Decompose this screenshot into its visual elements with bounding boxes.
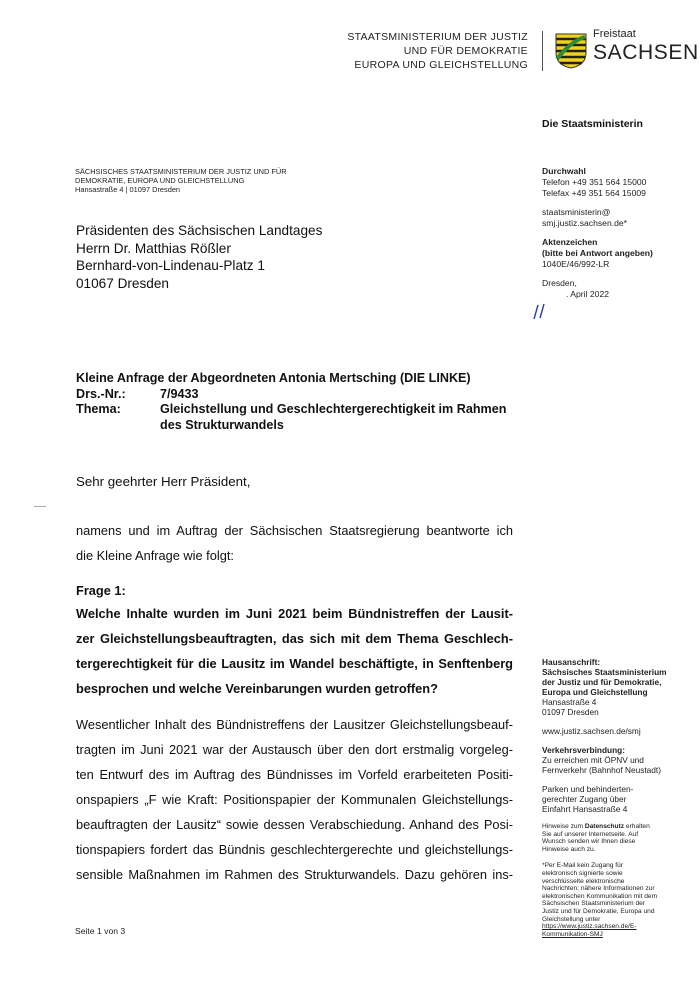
- email-address-domain[interactable]: smj.justiz.sachsen.de*: [542, 218, 628, 228]
- email-note-line: Nachrichten; nähere Informationen zur: [542, 885, 655, 893]
- sender-line: DEMOKRATIE, EUROPA UND GLEICHSTELLUNG: [75, 176, 245, 185]
- sender-line: Hansastraße 4 | 01097 Dresden: [75, 185, 181, 194]
- ministry-line: EUROPA UND GLEICHSTELLUNG: [354, 59, 528, 71]
- text-line: die Kleine Anfrage wie folgt:: [76, 548, 234, 563]
- text-line: onspapiers „F wie Kraft: Positionspapier der Kommunalen Gleichstellungs-: [76, 792, 513, 807]
- state-label-large: SACHSEN: [593, 41, 699, 64]
- topic-label: Thema:: [76, 402, 121, 416]
- privacy-note: [542, 823, 692, 853]
- drs-number: 7/9433: [160, 386, 199, 401]
- privacy-text: erhalten: [624, 823, 650, 830]
- e-communication-link[interactable]: Kommunikation-SMJ: [542, 930, 603, 938]
- email-note-line: *Per E-Mail kein Zugang für: [542, 862, 623, 870]
- e-communication-link[interactable]: https://www.justiz.sachsen.de/E-: [542, 923, 637, 931]
- email-note-line: Justiz und für Demokratie, Europa und: [542, 907, 655, 915]
- fold-mark: [34, 506, 46, 507]
- email-address[interactable]: staatsministerin@: [542, 207, 611, 217]
- transport-label: Verkehrsverbindung:: [542, 745, 625, 755]
- durchwahl-label: Durchwahl: [542, 166, 586, 176]
- text-line: tragten im Juni 2021 war der Austausch über den dort erstmalig vorgeleg-: [76, 742, 513, 757]
- text-line: tergerechtigkeit für die Lausitz im Wandel beschäftigte, in Senftenberg: [76, 656, 513, 671]
- privacy-line: Hinweise auch zu.: [542, 845, 596, 853]
- text-line: beauftragten der Lausitz“ sowie dessen Verabschiedung. Anhand des Posi-: [76, 817, 513, 832]
- privacy-line: Sie auf unserer Internetseite. Auf: [542, 830, 639, 838]
- address-street: Hansastraße 4: [542, 697, 597, 707]
- letter-date: . April 2022: [566, 289, 609, 299]
- file-number-hint: (bitte bei Antwort angeben): [542, 248, 653, 258]
- file-number-label: Aktenzeichen: [542, 237, 598, 247]
- email-note: [542, 862, 692, 938]
- website-link[interactable]: www.justiz.sachsen.de/smj: [542, 726, 641, 736]
- answer-paragraph: [76, 712, 513, 887]
- topic-line: des Strukturwandels: [160, 417, 284, 432]
- sender-line: SÄCHSISCHES STAATSMINISTERIUM DER JUSTIZ UND FÜR: [75, 167, 287, 176]
- parking-line: Einfahrt Hansastraße 4: [542, 804, 628, 814]
- email-note-line: elektronischen Kommunikation mit dem: [542, 892, 658, 900]
- email-note-line: Sächsischen Staatsministerium der: [542, 900, 645, 908]
- text-line: Welche Inhalte wurden im Juni 2021 beim Bündnistreffen der Lausit-: [76, 606, 513, 621]
- letterhead-divider: [542, 31, 543, 71]
- salutation: Sehr geehrter Herr Präsident,: [76, 474, 251, 489]
- parking-line: Parken und behinderten-: [542, 784, 634, 794]
- text-line: tionspapiers fordert das Bündnis geschlechtergerechte und gleichstellungs-: [76, 842, 513, 857]
- ministry-line: STAATSMINISTERIUM DER JUSTIZ: [347, 31, 528, 43]
- email-note-line: verschlüsselte elektronische: [542, 877, 625, 885]
- address-line: der Justiz und für Demokratie,: [542, 677, 662, 687]
- handwritten-date-mark-icon: [529, 299, 551, 321]
- privacy-keyword: Datenschutz: [584, 823, 625, 830]
- topic-line: Gleichstellung und Geschlechtergerechtigkeit im Rahmen: [160, 402, 507, 416]
- question-text: [76, 601, 513, 701]
- text-line: zer Gleichstellungsbeauftragten, das sich mit dem Thema Geschlech-: [76, 631, 513, 646]
- text-line: sensible Maßnahmen im Rahmen des Strukturwandels. Dazu gehören ins-: [76, 867, 513, 882]
- privacy-text: Hinweise zum: [542, 823, 585, 830]
- recipient-line: 01067 Dresden: [76, 275, 169, 291]
- email-note-line: elektronisch signierte sowie: [542, 869, 623, 877]
- sender-address: [75, 167, 287, 194]
- recipient-address: [76, 222, 322, 292]
- contact-block: [542, 166, 692, 300]
- phone-number: Telefon +49 351 564 15000: [542, 177, 647, 187]
- ministry-line: UND FÜR DEMOKRATIE: [403, 45, 528, 57]
- minister-title: Die Staatsministerin: [542, 118, 643, 130]
- drs-label: Drs.-Nr.:: [76, 386, 126, 401]
- sidebar-info: [542, 657, 692, 938]
- letter-place: Dresden,: [542, 278, 577, 288]
- intro-paragraph: [76, 518, 513, 568]
- parking-line: gerechter Zugang über: [542, 794, 627, 804]
- recipient-line: Herrn Dr. Matthias Rößler: [76, 240, 231, 256]
- page-number: Seite 1 von 3: [75, 926, 126, 936]
- ministry-letterhead: [347, 30, 528, 72]
- transport-line: Fernverkehr (Bahnhof Neustadt): [542, 765, 661, 775]
- privacy-line: Wunsch senden wir Ihnen diese: [542, 838, 636, 846]
- address-line: Sächsisches Staatsministerium: [542, 667, 667, 677]
- text-line: namens und im Auftrag der Sächsischen Staatsregierung beantworte ich: [76, 523, 513, 538]
- text-line: ten Entwurf des im Auftrag des Bündnisses im Vorfeld erarbeiteten Positi-: [76, 767, 513, 782]
- transport-line: Zu erreichen mit ÖPNV und: [542, 755, 644, 765]
- address-line: Europa und Gleichstellung: [542, 687, 648, 697]
- file-number: 1040E/46/992-LR: [542, 259, 610, 269]
- saxony-coat-of-arms-icon: [555, 33, 587, 69]
- subject-title: Kleine Anfrage der Abgeordneten Antonia Mertsching (DIE LINKE): [76, 371, 471, 385]
- recipient-line: Bernhard-von-Lindenau-Platz 1: [76, 258, 265, 273]
- state-label-small: Freistaat: [593, 28, 636, 40]
- recipient-line: Präsidenten des Sächsischen Landtages: [76, 223, 323, 238]
- subject-block: [76, 371, 506, 433]
- fax-number: Telefax +49 351 564 15009: [542, 188, 646, 198]
- address-city: 01097 Dresden: [542, 707, 599, 717]
- question-label: Frage 1:: [76, 583, 126, 598]
- email-note-line: Gleichstellung unter: [542, 915, 601, 923]
- text-line: besprochen und welche Vereinbarungen wurden getroffen?: [76, 681, 438, 696]
- text-line: Wesentlicher Inhalt des Bündnistreffens der Lausitzer Gleichstellungsbeauf-: [76, 717, 513, 732]
- address-label: Hausanschrift:: [542, 657, 601, 667]
